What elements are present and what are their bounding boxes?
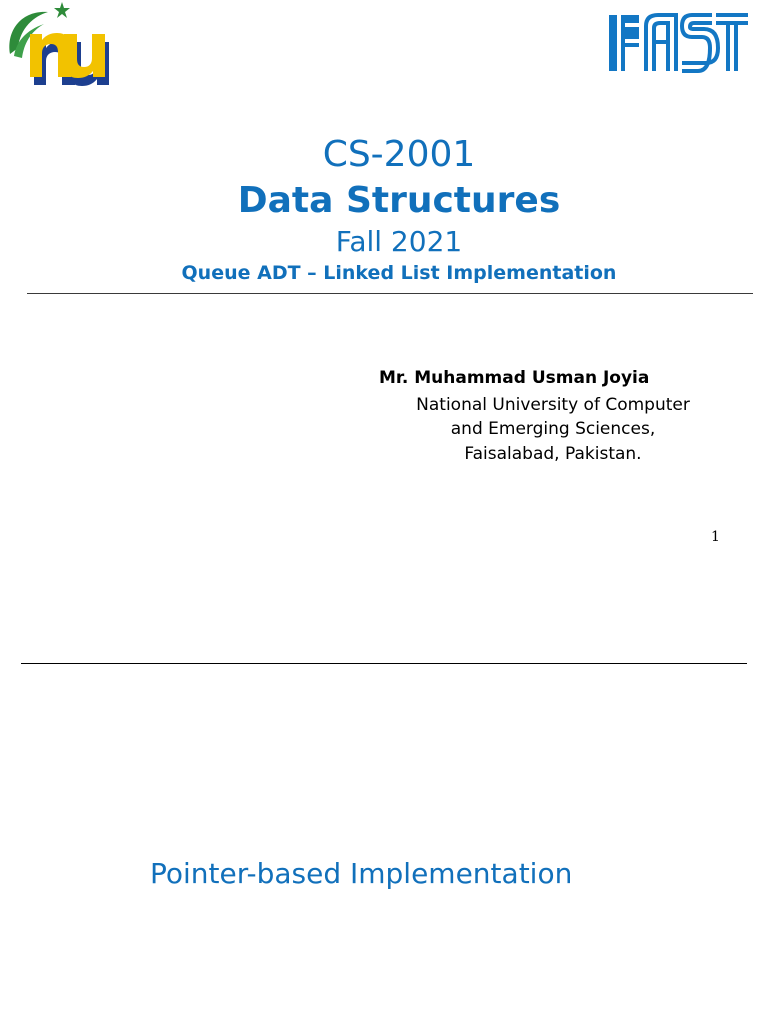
affiliation-line: and Emerging Sciences, (450, 419, 656, 439)
affiliation-line: National University of Computer (416, 395, 690, 415)
page-number: 1 (711, 529, 720, 545)
title-divider (27, 293, 753, 294)
affiliation-line: Faisalabad, Pakistan. (464, 444, 642, 464)
nu-logo (4, 2, 112, 90)
page-divider (21, 663, 747, 664)
instructor-name: Mr. Muhammad Usman Joyia (379, 368, 650, 388)
course-title: Data Structures (237, 180, 561, 221)
semester: Fall 2021 (335, 225, 463, 258)
course-code: CS-2001 (322, 134, 476, 175)
slide-heading: Pointer-based Implementation (150, 857, 573, 890)
lecture-topic: Queue ADT – Linked List Implementation (181, 262, 617, 284)
fast-logo-graphic (606, 12, 750, 74)
fast-logo (606, 12, 750, 74)
nu-logo-graphic (4, 2, 112, 90)
